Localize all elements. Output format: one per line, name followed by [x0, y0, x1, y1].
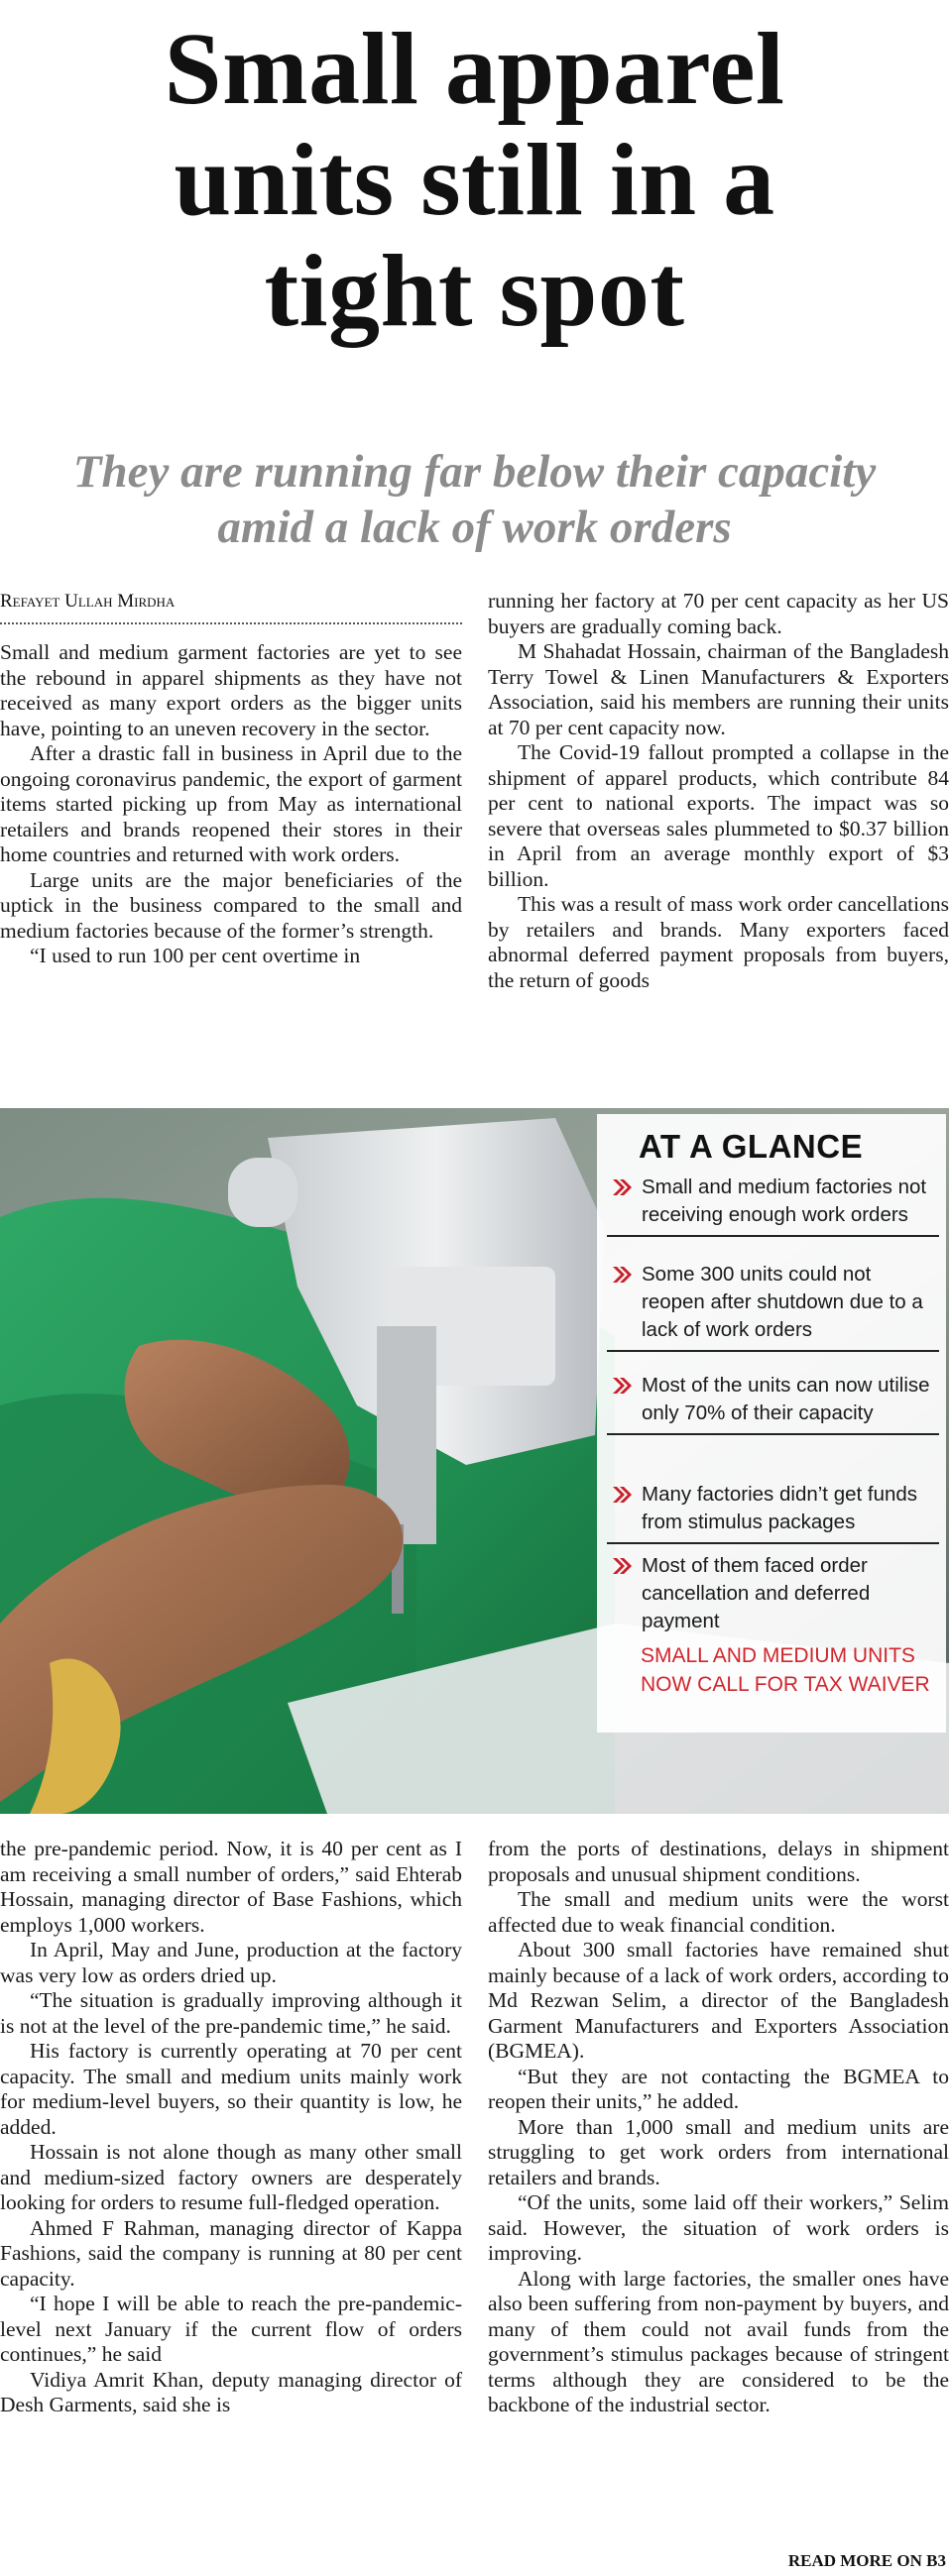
- double-chevron-icon: [611, 1264, 633, 1286]
- paragraph: Ahmed F Rahman, managing director of Kappa Fashions, said the company is running at 80 per cent capacity.: [0, 2215, 462, 2291]
- byline: Refayet Ullah Mirdha: [0, 591, 462, 624]
- paragraph: “Of the units, some laid off their workers,” Selim said. However, the situation of work orders is improving.: [488, 2190, 949, 2265]
- paragraph: “But they are not contacting the BGMEA to reopen their units,” he added.: [488, 2064, 949, 2113]
- paragraph: from the ports of destinations, delays in shipment proposals and unusual shipment conditions.: [488, 1837, 949, 1886]
- paragraph: the pre-pandemic period. Now, it is 40 per cent as I am receiving a small number of orders,” said Ehterab Hossain, managing director of Base Fashions, which employs 1,000 workers.: [0, 1837, 462, 1937]
- double-chevron-icon: [611, 1484, 633, 1506]
- glance-item-text: Most of the units can now utilise only 70% of their capacity: [642, 1374, 930, 1424]
- paragraph: Large units are the major beneficiaries of the uptick in the business compared to the small and medium factories because of the former’s strength.: [0, 867, 462, 943]
- double-chevron-icon: [611, 1176, 633, 1198]
- double-chevron-icon: [611, 1555, 633, 1577]
- tax-waiver-callout: [641, 1641, 938, 1699]
- read-more-link[interactable]: READ MORE ON B3: [787, 2551, 946, 2570]
- article-column-3: [0, 1837, 462, 2418]
- article-column-1: [0, 640, 462, 969]
- paragraph: Vidiya Amrit Khan, deputy managing director of Desh Garments, said she is: [0, 2367, 462, 2416]
- glance-item: [607, 1261, 939, 1352]
- at-a-glance-title: AT A GLANCE: [639, 1128, 864, 1165]
- subheadline-line: They are running far below their capacity: [72, 446, 877, 498]
- glance-item: [607, 1481, 939, 1544]
- glance-item-text: Some 300 units could not reopen after shutdown due to a lack of work orders: [642, 1263, 923, 1341]
- glance-item: [607, 1372, 939, 1435]
- subheadline-line: amid a lack of work orders: [217, 502, 732, 553]
- callout-line: NOW CALL FOR TAX WAIVER: [641, 1673, 930, 1696]
- glance-item-text: Many factories didn’t get funds from stimulus packages: [642, 1483, 918, 1533]
- callout-line: SMALL AND MEDIUM UNITS: [641, 1644, 915, 1667]
- paragraph: “I used to run 100 per cent overtime in: [30, 944, 361, 967]
- article-column-4: [488, 1837, 949, 2418]
- paragraph: About 300 small factories have remained shut mainly because of a lack of work orders, according to Md Rezwan Selim, a director of the Bangladesh Garment Manufacturers and Exporters Association (BGMEA).: [488, 1938, 949, 2063]
- at-a-glance-box: [597, 1114, 946, 1733]
- article-column-2: [488, 589, 949, 993]
- paragraph: “I hope I will be able to reach the pre-pandemic-level next January if the current flow of orders continues,” he said: [0, 2292, 462, 2366]
- paragraph: In April, May and June, production at the factory was very low as orders dried up.: [0, 1938, 462, 1987]
- glance-item-text: Most of them faced order cancellation and deferred payment: [642, 1554, 871, 1632]
- double-chevron-icon: [611, 1375, 633, 1397]
- paragraph: The Covid-19 fallout prompted a collapse in the shipment of apparel products, which contribute 84 per cent to national exports. The impact was so severe that overseas sales plummeted to $0.37 billion in April from an average monthly export of $3 billion.: [488, 740, 949, 891]
- headline-line: units still in a: [174, 123, 775, 237]
- paragraph: Along with large factories, the smaller ones have also been suffering from non-payment by buyers, and many of them could not avail funds from the government’s stimulus packages because of stringent terms although they are considered to be the backbone of the industrial sector.: [488, 2266, 949, 2416]
- glance-item: [607, 1552, 939, 1641]
- glance-item: [607, 1174, 939, 1237]
- paragraph: “The situation is gradually improving although it is not at the level of the pre-pandemic time,” he said.: [0, 1988, 462, 2038]
- headline: [0, 14, 949, 347]
- headline-line: tight spot: [264, 234, 685, 348]
- headline-line: Small apparel: [164, 12, 785, 126]
- paragraph: The small and medium units were the worst affected due to weak financial condition.: [488, 1887, 949, 1937]
- subheadline: [0, 444, 949, 555]
- paragraph: After a drastic fall in business in April due to the ongoing coronavirus pandemic, the export of garment items started picking up from May as international retailers and brands reopened their stores in their home countries and returned with work orders.: [0, 741, 462, 866]
- paragraph: This was a result of mass work order cancellations by retailers and brands. Many exporters faced abnormal deferred payment proposals from buyers, the return of goods: [488, 892, 949, 992]
- paragraph: His factory is currently operating at 70 per cent capacity. The small and medium units mainly work for medium-level buyers, so their quantity is low, he added.: [0, 2039, 462, 2139]
- glance-item-text: Small and medium factories not receiving enough work orders: [642, 1176, 927, 1226]
- paragraph: running her factory at 70 per cent capacity as her US buyers are gradually coming back.: [488, 589, 949, 638]
- paragraph: Small and medium garment factories are yet to see the rebound in apparel shipments as they have not received as many export orders as the bigger units have, pointing to an uneven recovery in the sector.: [0, 640, 462, 740]
- paragraph: More than 1,000 small and medium units are struggling to get work orders from international retailers and brands.: [488, 2114, 949, 2189]
- paragraph: Hossain is not alone though as many other small and medium-sized factory owners are desperately looking for orders to resume full-fledged operation.: [0, 2140, 462, 2214]
- paragraph: M Shahadat Hossain, chairman of the Bangladesh Terry Towel & Linen Manufacturers & Exporters Association, said his members are running their units at 70 per cent capacity now.: [488, 639, 949, 739]
